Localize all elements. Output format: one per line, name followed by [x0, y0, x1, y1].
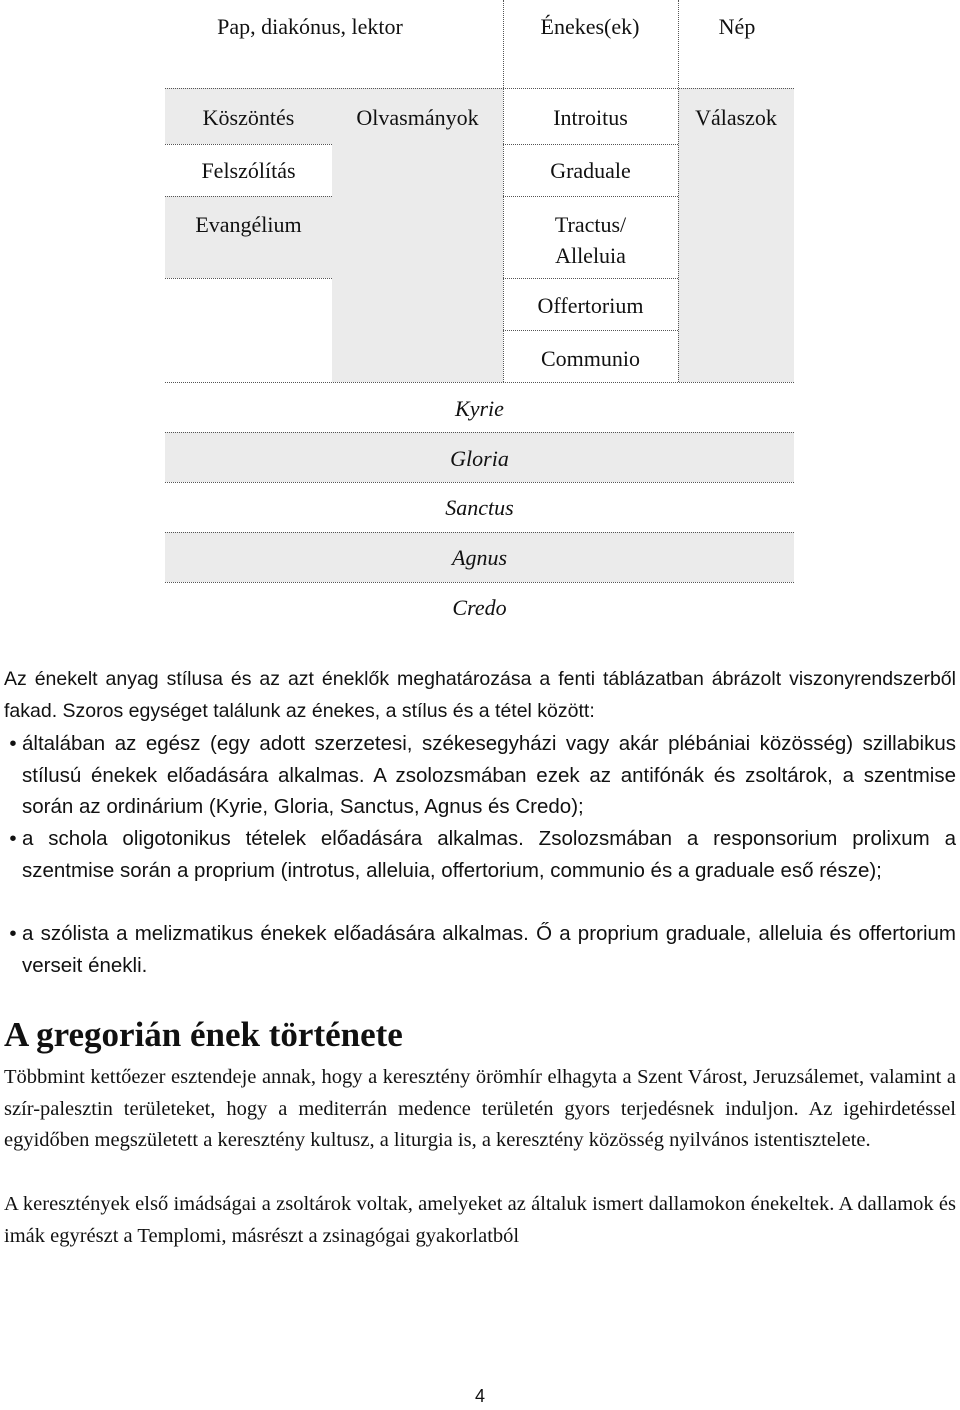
cell-gloria: Gloria [450, 446, 509, 471]
bullet-text: általában az egész (egy adott szerzetesi, székesegyházi vagy akár plébániai közösség) szillabikus stílusú énekek előadására alkalmas. A zsolozsmában ezek az antifónák és zsoltárok, a szentmise során az ordinárium (Kyrie, Gloria, Sanctus, Agnus és Credo); [22, 732, 956, 819]
cell-offertory: Offertorium [537, 293, 644, 318]
cell-gradual: Graduale [550, 158, 631, 183]
cell-responses: Válaszok [695, 105, 777, 130]
cell-communion: Communio [540, 346, 640, 371]
column-header-clergy: Pap, diakónus, lektor [217, 14, 403, 39]
list-item [4, 728, 956, 823]
cell-tract: Tractus/ [554, 212, 627, 237]
page-number: 4 [474, 1386, 485, 1406]
bullet-text: a schola oligotonikus tételek előadására alkalmas. Zsolozsmában a responsorium prolixum a szentmise során a proprium (introtus, alleluia, offertorium, communio és a graduale eső része); [22, 827, 956, 882]
cell-introit: Introitus [553, 105, 628, 130]
column-header-people: Nép [718, 14, 756, 39]
list-item [4, 823, 956, 886]
section-heading: A gregorián ének története [4, 1015, 403, 1054]
column-header-singers: Énekes(ek) [540, 14, 640, 39]
list-item [4, 918, 956, 981]
cell-credo: Credo [452, 595, 507, 620]
cell-alleluia: Alleluia [555, 243, 626, 268]
bullet-icon: • [9, 827, 17, 850]
bullet-icon: • [9, 732, 17, 755]
cell-invitation: Felszólítás [201, 158, 296, 183]
intro-paragraph: Az énekelt anyag stílusa és az azt éneklők meghatározása a fenti táblázatban ábrázolt viszonyrendszerből fakad. Szoros egységet találunk az énekes, a stílus és a tétel között: [4, 668, 956, 722]
cell-greeting: Köszöntés [202, 105, 295, 130]
cell-gospel: Evangélium [195, 212, 302, 237]
bullet-icon: • [9, 922, 17, 945]
cell-kyrie: Kyrie [455, 396, 504, 421]
cell-agnus: Agnus [452, 545, 507, 570]
bullet-text: a szólista a melizmatikus énekek előadására alkalmas. Ő a proprium graduale, alleluia és offertorium verseit énekli. [22, 922, 956, 977]
cell-sanctus: Sanctus [445, 495, 514, 520]
history-paragraph-1: Többmint kettőezer esztendeje annak, hogy a keresztény örömhír elhagyta a Szent Várost, Jeruzsálemet, valamint a szír-palesztin területeket, hogy a mediterrán medence területén gyors terjedésnek induljon. Az igehirdetéssel egyidőben megszületett a keresztény kultusz, a liturgia is, a keresztény közösség nyilvános istentisztelete. [4, 1066, 956, 1152]
history-paragraph-2: A keresztények első imádságai a zsoltárok voltak, amelyeket az általuk ismert dallamokon énekeltek. A dallamok és imák egyrészt a Templomi, másrészt a zsinagógai gyakorlatból [4, 1193, 956, 1247]
cell-readings: Olvasmányok [356, 105, 479, 130]
